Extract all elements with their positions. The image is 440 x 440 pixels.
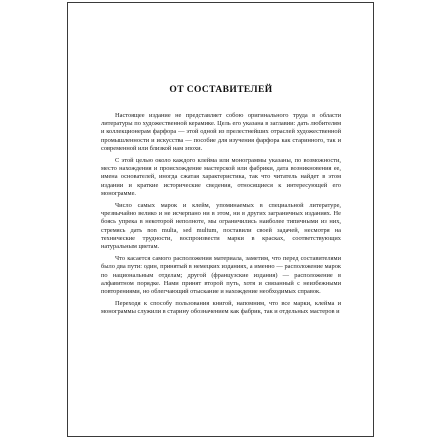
- paragraph-4: Что касается самого расположения материала, заметим, что перед составителями было два пути: один, принятый в немецких изданиях, а именно — расположение марок по национальным отделам; другой (французские издания) — расположение в алфавитном порядке. Нами принят второй путь, хотя и связанный с неизбежными повторениями, но облегчающий отыскание и нахождение необходимых справок.: [101, 255, 341, 296]
- document-body: [101, 84, 341, 321]
- page-title: ОТ СОСТАВИТЕЛЕЙ: [169, 85, 273, 95]
- paragraph-2: С этой целью около каждого клейма или монограммы указаны, по возможности, место нахождения и происхождение мастерской или фабрики, дата возникновения ее, имена основателей, иногда сжатая характеристика, так что читатель найдет в этом издании и краткие исторические сведения, относящиеся к интересующей его монограмме.: [101, 157, 341, 197]
- paragraph-5: Переходя к способу пользования книгой, напомним, что все марки, клейма и монограммы служили в старину обозначением как фабрик, так и отдельных мастеров и: [101, 300, 341, 316]
- paragraph-1: Настоящее издание не представляет собою оригинального труда в области литературы по художественной керамике. Цель его указана в заглавии: дать любителям и коллекционерам фарфора — этой одной из прелестнейших отраслей художественной промышленности и искусства — пособие для изучения фарфора как старинного, так и современной или близкой нам эпохи.: [101, 112, 341, 152]
- paragraph-3: Число самых марок и клейм, упоминаемых в специальной литературе, чрезвычайно велико и не исчерпано ни в этом, ни в других заграничных изданиях. Не боясь упрека в некоторой неполноте, мы ограничились наиболее типичными из них, стремясь дать non multa, sed multum, поставили своей задачей, несмотря на технические трудности, воспроизвести марки в красках, соответствующих натуральным цветам.: [101, 202, 341, 251]
